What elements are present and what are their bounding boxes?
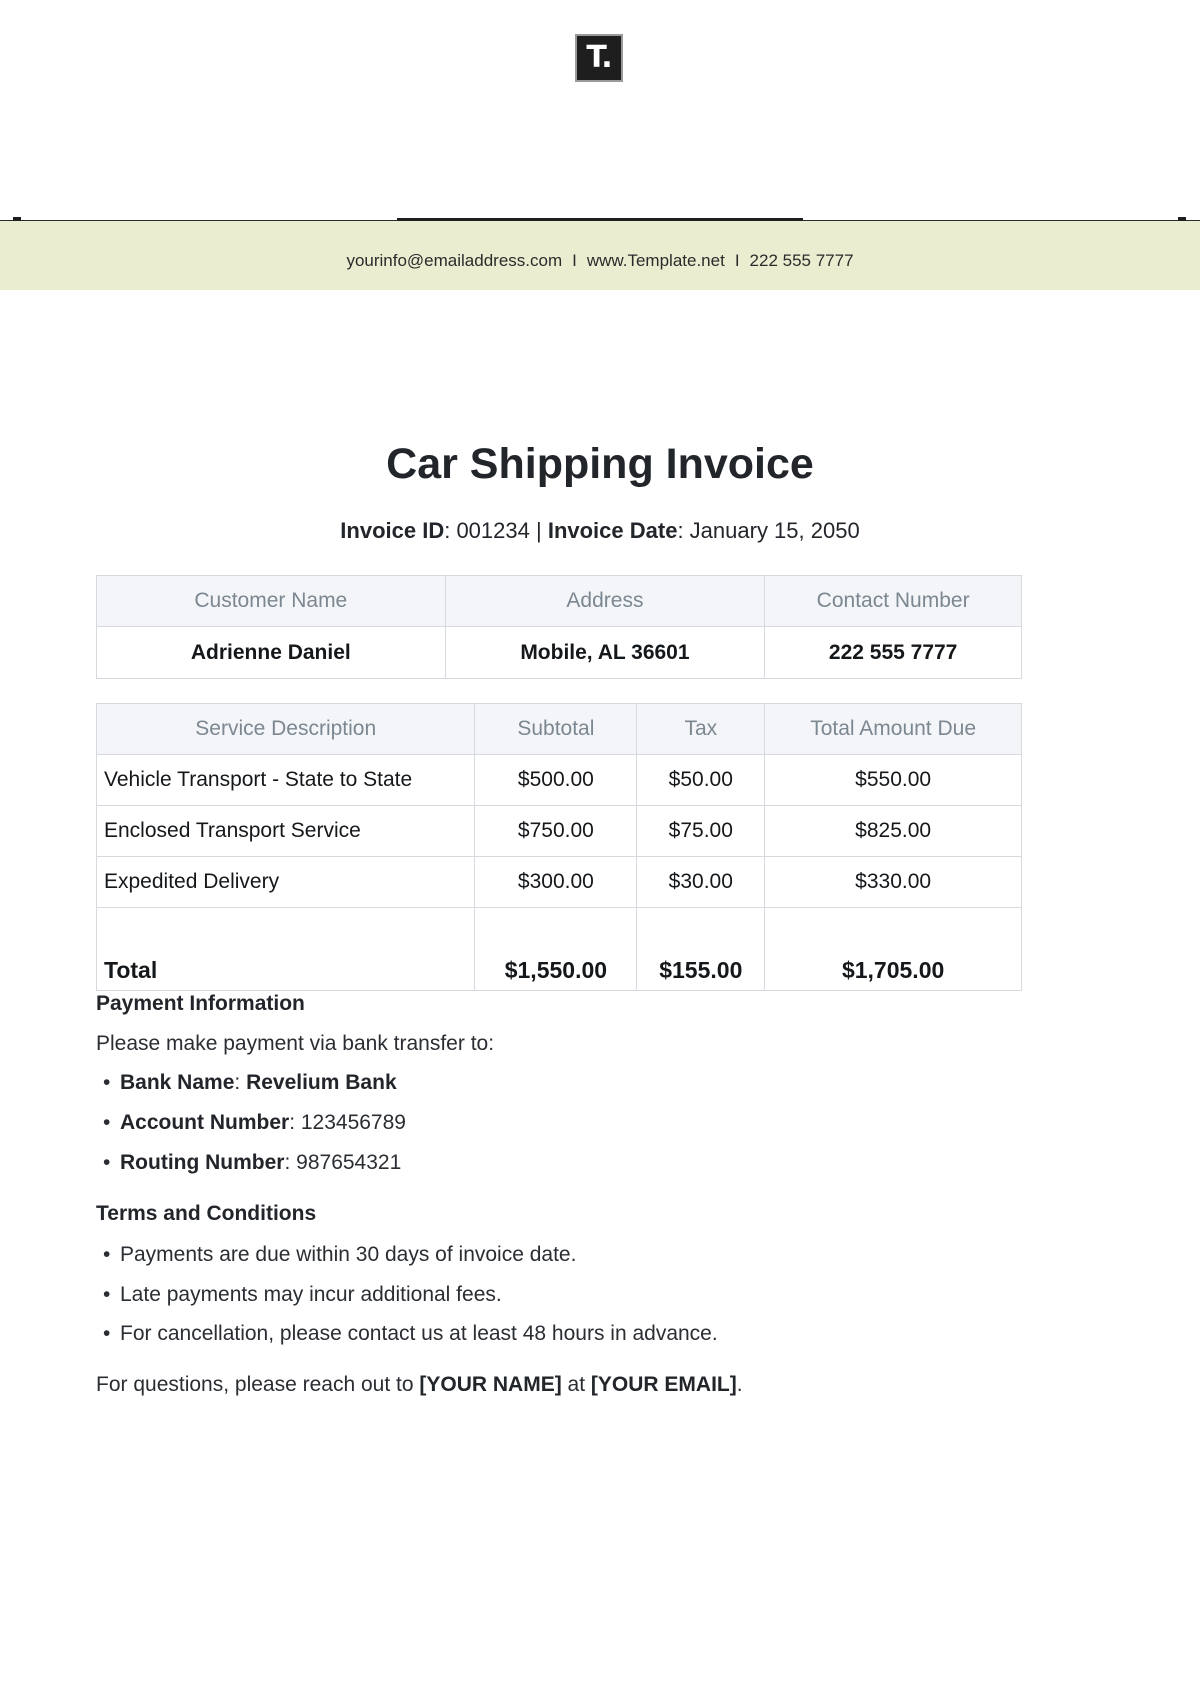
list-item: • Account Number: 123456789: [103, 1111, 406, 1134]
customer-address: Mobile, AL 36601: [445, 627, 765, 679]
service-subtotal: $300.00: [475, 857, 637, 908]
list-item: • For cancellation, please contact us at least 48 hours in advance.: [103, 1322, 718, 1345]
table-row: [97, 857, 1022, 908]
service-subtotal: $750.00: [475, 806, 637, 857]
account-number-label: Account Number: [120, 1111, 290, 1134]
contact-website[interactable]: www.Template.net: [586, 251, 725, 270]
invoice-date-label: Invoice Date: [547, 518, 678, 543]
footer-name: [YOUR NAME]: [419, 1373, 562, 1396]
footer-suffix: .: [736, 1373, 743, 1396]
company-logo: [575, 34, 623, 82]
service-description: Enclosed Transport Service: [97, 806, 475, 857]
total-label: Total: [97, 908, 475, 991]
contact-phone: 222 555 7777: [749, 251, 854, 270]
column-header: Total Amount Due: [765, 704, 1022, 755]
customer-table: [96, 575, 1022, 679]
payment-intro: Please make payment via bank transfer to:: [96, 1032, 495, 1055]
table-header-row: [97, 704, 1022, 755]
column-header: Tax: [637, 704, 765, 755]
column-header: Customer Name: [97, 576, 446, 627]
services-table: [96, 703, 1022, 991]
routing-number-label: Routing Number: [120, 1151, 285, 1174]
column-header: Service Description: [97, 704, 475, 755]
footer-note: [96, 1373, 743, 1397]
list-item: • Bank Name: Revelium Bank: [103, 1071, 397, 1094]
total-amount-due: $1,705.00: [765, 908, 1022, 991]
total-subtotal: $1,550.00: [475, 908, 637, 991]
footer-email: [YOUR EMAIL]: [590, 1373, 737, 1396]
payment-heading: Payment Information: [96, 992, 305, 1015]
invoice-id-label: Invoice ID: [340, 518, 445, 543]
account-number-value: 123456789: [300, 1111, 406, 1134]
customer-name: Adrienne Daniel: [97, 627, 446, 679]
logo-text: T.: [586, 40, 612, 75]
contact-bar: [0, 221, 1200, 290]
column-header: Contact Number: [765, 576, 1022, 627]
table-row: [97, 627, 1022, 679]
service-tax: $30.00: [637, 857, 765, 908]
column-header: Address: [445, 576, 765, 627]
footer-middle: at: [567, 1373, 586, 1396]
invoice-date-value: January 15, 2050: [689, 518, 860, 543]
service-tax: $50.00: [637, 755, 765, 806]
invoice-meta-divider: |: [535, 518, 542, 543]
service-description: Expedited Delivery: [97, 857, 475, 908]
service-total: $825.00: [765, 806, 1022, 857]
list-item: • Payments are due within 30 days of invoice date.: [103, 1243, 577, 1266]
column-header: Subtotal: [475, 704, 637, 755]
service-total: $550.00: [765, 755, 1022, 806]
contact-separator: I: [734, 251, 740, 270]
terms-item: Payments are due within 30 days of invoice date.: [120, 1243, 577, 1266]
total-tax: $155.00: [637, 908, 765, 991]
bank-name-value: Revelium Bank: [246, 1071, 397, 1094]
service-tax: $75.00: [637, 806, 765, 857]
service-subtotal: $500.00: [475, 755, 637, 806]
terms-heading: Terms and Conditions: [96, 1202, 317, 1225]
list-item: • Late payments may incur additional fees.: [103, 1283, 502, 1306]
bank-name-label: Bank Name: [120, 1071, 235, 1094]
service-description: Vehicle Transport - State to State: [97, 755, 475, 806]
table-row: [97, 755, 1022, 806]
list-item: • Routing Number: 987654321: [103, 1151, 402, 1174]
invoice-meta: Invoice ID: 001234 | Invoice Date: January 15, 2050: [340, 518, 860, 543]
table-total-row: [97, 908, 1022, 991]
footer-prefix: For questions, please reach out to: [96, 1373, 414, 1396]
customer-contact-number: 222 555 7777: [765, 627, 1022, 679]
terms-item: Late payments may incur additional fees.: [120, 1283, 502, 1306]
invoice-id-value: 001234: [456, 518, 530, 543]
service-total: $330.00: [765, 857, 1022, 908]
contact-email[interactable]: yourinfo@emailaddress.com: [346, 251, 563, 270]
contact-separator: I: [572, 251, 577, 270]
invoice-title: Car Shipping Invoice: [386, 440, 814, 488]
terms-item: For cancellation, please contact us at least 48 hours in advance.: [120, 1322, 718, 1345]
table-header-row: [97, 576, 1022, 627]
table-row: [97, 806, 1022, 857]
routing-number-value: 987654321: [296, 1151, 402, 1174]
